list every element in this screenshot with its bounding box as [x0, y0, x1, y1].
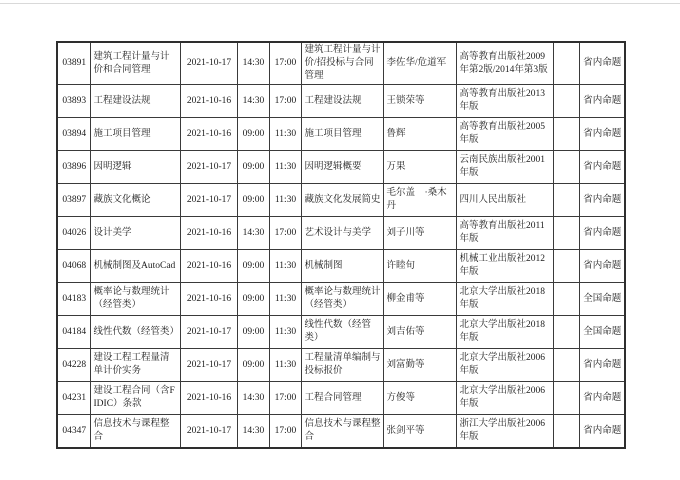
- page-top-edge: [0, 3, 680, 4]
- cell-end: 17:00: [269, 217, 301, 250]
- cell-end: 11:30: [269, 250, 301, 283]
- cell-start: 09:00: [237, 184, 269, 217]
- cell-scope: 省内命题: [579, 151, 625, 184]
- cell-publisher: 高等教育出版社2013年版: [456, 85, 553, 118]
- cell-end: 11:30: [269, 184, 301, 217]
- cell-textbook: 概率论与数理统计（经管类）: [301, 283, 383, 316]
- cell-code: 04231: [57, 382, 90, 415]
- cell-course: 建设工程合同（含FIDIC）条款: [90, 382, 180, 415]
- cell-publisher: 四川人民出版社: [456, 184, 553, 217]
- cell-code: 03891: [57, 42, 90, 85]
- cell-date: 2021-10-16: [180, 250, 237, 283]
- cell-textbook: 工程量清单编制与投标报价: [301, 349, 383, 382]
- cell-note: [553, 349, 579, 382]
- exam-schedule-table: [56, 41, 626, 449]
- cell-end: 17:00: [269, 415, 301, 449]
- cell-scope: 省内命题: [579, 349, 625, 382]
- cell-date: 2021-10-16: [180, 382, 237, 415]
- cell-date: 2021-10-16: [180, 118, 237, 151]
- cell-publisher: 北京大学出版社2018年版: [456, 283, 553, 316]
- cell-start: 09:00: [237, 118, 269, 151]
- cell-note: [553, 415, 579, 449]
- cell-textbook: 建筑工程计量与计价/招投标与合同管理: [301, 42, 383, 85]
- cell-publisher: 云南民族出版社2001年版: [456, 151, 553, 184]
- cell-publisher: 北京大学出版社2006年版: [456, 349, 553, 382]
- cell-note: [553, 118, 579, 151]
- cell-textbook: 因明逻辑概要: [301, 151, 383, 184]
- cell-end: 17:00: [269, 85, 301, 118]
- cell-textbook: 藏族文化发展简史: [301, 184, 383, 217]
- cell-textbook: 施工项目管理: [301, 118, 383, 151]
- cell-author: 王锁荣等: [383, 85, 456, 118]
- cell-publisher: 高等教育出版社2005年版: [456, 118, 553, 151]
- cell-code: 03896: [57, 151, 90, 184]
- cell-course: 设计美学: [90, 217, 180, 250]
- cell-start: 09:00: [237, 250, 269, 283]
- cell-date: 2021-10-16: [180, 217, 237, 250]
- cell-course: 建筑工程计量与计价和合同管理: [90, 42, 180, 85]
- cell-date: 2021-10-16: [180, 283, 237, 316]
- cell-end: 11:30: [269, 151, 301, 184]
- cell-code: 03894: [57, 118, 90, 151]
- cell-publisher: 北京大学出版社2018年版: [456, 316, 553, 349]
- cell-author: 刘富勤等: [383, 349, 456, 382]
- cell-course: 信息技术与课程整合: [90, 415, 180, 449]
- cell-note: [553, 382, 579, 415]
- cell-date: 2021-10-17: [180, 415, 237, 449]
- table-row: [57, 184, 625, 217]
- cell-end: 11:30: [269, 316, 301, 349]
- cell-course: 机械制图及AutoCad: [90, 250, 180, 283]
- table-row: [57, 151, 625, 184]
- cell-author: 鲁辉: [383, 118, 456, 151]
- cell-start: 09:00: [237, 316, 269, 349]
- cell-textbook: 机械制图: [301, 250, 383, 283]
- cell-start: 14:30: [237, 85, 269, 118]
- cell-scope: 省内命题: [579, 217, 625, 250]
- table-row: [57, 283, 625, 316]
- cell-scope: 省内命题: [579, 118, 625, 151]
- cell-publisher: 浙江大学出版社2006年版: [456, 415, 553, 449]
- cell-code: 04068: [57, 250, 90, 283]
- cell-end: 11:30: [269, 283, 301, 316]
- cell-code: 04026: [57, 217, 90, 250]
- cell-note: [553, 250, 579, 283]
- cell-start: 09:00: [237, 151, 269, 184]
- cell-start: 14:30: [237, 217, 269, 250]
- cell-author: 刘吉佑等: [383, 316, 456, 349]
- cell-code: 04347: [57, 415, 90, 449]
- table-row: [57, 250, 625, 283]
- cell-scope: 全国命题: [579, 283, 625, 316]
- cell-textbook: 工程建设法规: [301, 85, 383, 118]
- cell-publisher: 高等教育出版社2011年版: [456, 217, 553, 250]
- cell-end: 11:30: [269, 349, 301, 382]
- cell-scope: 省内命题: [579, 85, 625, 118]
- cell-author: 方俊等: [383, 382, 456, 415]
- cell-author: 刘子川等: [383, 217, 456, 250]
- cell-course: 工程建设法规: [90, 85, 180, 118]
- cell-scope: 省内命题: [579, 415, 625, 449]
- cell-author: 毛尔盖 ·桑木丹: [383, 184, 456, 217]
- cell-end: 11:30: [269, 118, 301, 151]
- cell-note: [553, 217, 579, 250]
- cell-note: [553, 151, 579, 184]
- cell-note: [553, 283, 579, 316]
- table-row: [57, 382, 625, 415]
- cell-author: 张剑平等: [383, 415, 456, 449]
- cell-course: 建设工程工程量清单计价实务: [90, 349, 180, 382]
- cell-code: 04184: [57, 316, 90, 349]
- table-row: [57, 85, 625, 118]
- cell-date: 2021-10-17: [180, 184, 237, 217]
- cell-scope: 省内命题: [579, 382, 625, 415]
- cell-end: 17:00: [269, 382, 301, 415]
- cell-date: 2021-10-17: [180, 349, 237, 382]
- table-row: [57, 118, 625, 151]
- cell-scope: 省内命题: [579, 42, 625, 85]
- cell-date: 2021-10-17: [180, 316, 237, 349]
- cell-textbook: 工程合同管理: [301, 382, 383, 415]
- exam-table-body: [57, 42, 625, 448]
- cell-note: [553, 184, 579, 217]
- cell-publisher: 高等教育出版社2009年第2版/2014年第3版: [456, 42, 553, 85]
- cell-start: 14:30: [237, 42, 269, 85]
- cell-start: 14:30: [237, 382, 269, 415]
- cell-course: 因明逻辑: [90, 151, 180, 184]
- cell-start: 09:00: [237, 349, 269, 382]
- cell-scope: 省内命题: [579, 250, 625, 283]
- table-row: [57, 349, 625, 382]
- cell-date: 2021-10-17: [180, 151, 237, 184]
- cell-course: 施工项目管理: [90, 118, 180, 151]
- cell-start: 09:00: [237, 283, 269, 316]
- cell-textbook: 艺术设计与美学: [301, 217, 383, 250]
- cell-code: 03893: [57, 85, 90, 118]
- cell-publisher: 机械工业出版社2012年版: [456, 250, 553, 283]
- cell-end: 17:00: [269, 42, 301, 85]
- cell-textbook: 信息技术与课程整合: [301, 415, 383, 449]
- cell-author: 柳金甫等: [383, 283, 456, 316]
- cell-scope: 省内命题: [579, 184, 625, 217]
- cell-date: 2021-10-17: [180, 42, 237, 85]
- cell-author: 李佐华/危道军: [383, 42, 456, 85]
- cell-date: 2021-10-16: [180, 85, 237, 118]
- table-row: [57, 42, 625, 85]
- cell-textbook: 线性代数（经管类）: [301, 316, 383, 349]
- cell-author: 许睦旬: [383, 250, 456, 283]
- cell-note: [553, 85, 579, 118]
- table-row: [57, 217, 625, 250]
- cell-code: 03897: [57, 184, 90, 217]
- cell-course: 藏族文化概论: [90, 184, 180, 217]
- cell-start: 14:30: [237, 415, 269, 449]
- table-row: [57, 316, 625, 349]
- cell-note: [553, 42, 579, 85]
- cell-author: 万果: [383, 151, 456, 184]
- cell-note: [553, 316, 579, 349]
- cell-course: 概率论与数理统计（经管类）: [90, 283, 180, 316]
- cell-scope: 全国命题: [579, 316, 625, 349]
- cell-publisher: 北京大学出版社2006年版: [456, 382, 553, 415]
- table-row: [57, 415, 625, 449]
- cell-code: 04228: [57, 349, 90, 382]
- cell-code: 04183: [57, 283, 90, 316]
- cell-course: 线性代数（经管类）: [90, 316, 180, 349]
